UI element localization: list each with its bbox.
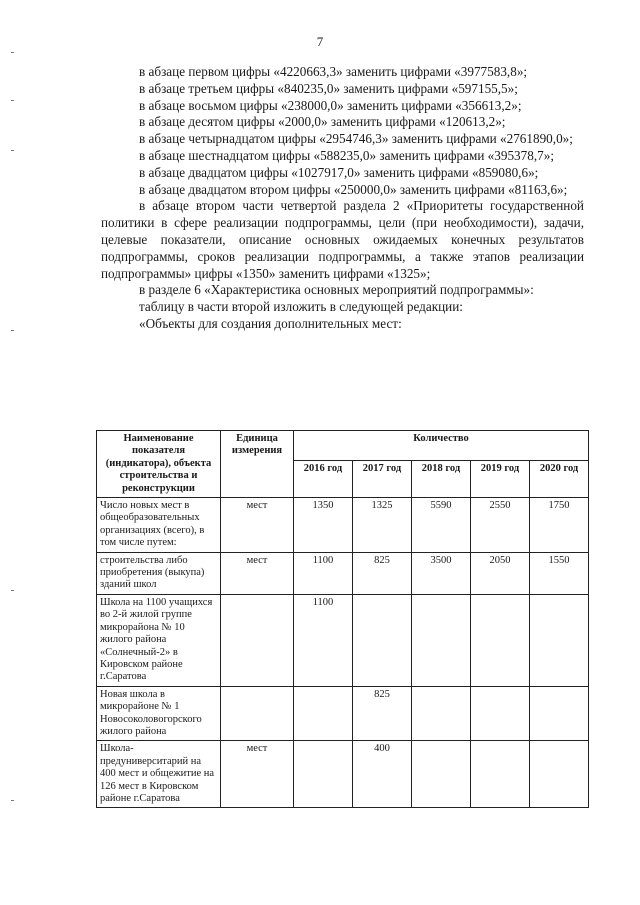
row-name: Новая школа в микрорайоне № 1 Новосоколовогорского жилого района	[97, 686, 221, 741]
table-row	[97, 552, 589, 594]
row-name: строительства либо приобретения (выкупа) зданий школ	[97, 552, 221, 594]
document-body	[101, 64, 584, 333]
row-value: 1325	[353, 498, 412, 553]
row-value: 1550	[530, 552, 589, 594]
row-value: 2050	[471, 552, 530, 594]
margin-mark	[11, 800, 14, 801]
table-row	[97, 498, 589, 553]
margin-mark	[11, 52, 14, 53]
row-value: 5590	[412, 498, 471, 553]
header-year: 2020 год	[530, 461, 589, 498]
margin-mark	[11, 330, 14, 331]
page-number: 7	[316, 34, 324, 49]
paragraph: «Объекты для создания дополнительных мест:	[139, 315, 402, 331]
paragraph: в разделе 6 «Характеристика основных мероприятий подпрограммы»:	[139, 282, 534, 298]
row-value	[412, 594, 471, 686]
header-indicator-name: Наименование показателя (индикатора), объекта строительства и реконструкции	[97, 431, 221, 498]
row-value	[412, 741, 471, 808]
row-unit	[221, 594, 294, 686]
table-row	[97, 686, 589, 741]
row-value: 2550	[471, 498, 530, 553]
objects-table	[96, 430, 589, 808]
row-value: 400	[353, 741, 412, 808]
paragraph: в абзаце четырнадцатом цифры «2954746,3» заменить цифрами «2761890,0»;	[139, 131, 573, 147]
row-unit: мест	[221, 552, 294, 594]
header-year: 2017 год	[353, 461, 412, 498]
header-quantity: Количество	[294, 431, 589, 461]
paragraph: в абзаце восьмом цифры «238000,0» заменить цифрами «356613,2»;	[139, 97, 522, 113]
row-value	[471, 686, 530, 741]
margin-mark	[11, 590, 14, 591]
row-value	[530, 686, 589, 741]
row-value	[294, 686, 353, 741]
row-value	[294, 741, 353, 808]
header-unit: Единица измерения	[221, 431, 294, 498]
margin-mark	[11, 100, 14, 101]
table-row	[97, 741, 589, 808]
paragraph: в абзаце двадцатом цифры «1027917,0» заменить цифрами «859080,6»;	[139, 164, 539, 180]
margin-mark	[11, 150, 14, 151]
row-value: 825	[353, 552, 412, 594]
row-value: 1350	[294, 498, 353, 553]
row-value: 3500	[412, 552, 471, 594]
row-value	[471, 594, 530, 686]
header-year: 2016 год	[294, 461, 353, 498]
paragraph: в абзаце третьем цифры «840235,0» заменить цифрами «597155,5»;	[139, 80, 518, 96]
table-row	[97, 594, 589, 686]
row-value	[530, 594, 589, 686]
paragraph: в абзаце двадцатом втором цифры «250000,0» заменить цифрами «81163,6»;	[139, 181, 568, 197]
header-year: 2019 год	[471, 461, 530, 498]
row-value: 1100	[294, 594, 353, 686]
row-name: Число новых мест в общеобразовательных организациях (всего), в том числе путем:	[97, 498, 221, 553]
paragraph: таблицу в части второй изложить в следующей редакции:	[139, 299, 463, 315]
row-value: 1100	[294, 552, 353, 594]
row-unit: мест	[221, 741, 294, 808]
row-name: Школа на 1100 учащихся во 2-й жилой группе микрорайона № 10 жилого района «Солнечный-2» в Кировском районе г.Саратова	[97, 594, 221, 686]
row-unit	[221, 686, 294, 741]
row-value	[412, 686, 471, 741]
header-year: 2018 год	[412, 461, 471, 498]
row-value	[530, 741, 589, 808]
row-value	[353, 594, 412, 686]
paragraph: в абзаце десятом цифры «2000,0» заменить цифрами «120613,2»;	[139, 114, 506, 130]
row-value: 1750	[530, 498, 589, 553]
row-value	[471, 741, 530, 808]
paragraph: в абзаце втором части четвертой раздела 2 «Приоритеты государственной политики в сфере реализации подпрограммы, цели (при необходимости), задачи, целевые показатели, описание основных ожидаемых конечных результатов подпрограммы, сроков реализации подпрограммы, а также этапов реализации подпрограммы» цифры «1350» заменить цифрами «1325»;	[101, 198, 584, 281]
paragraph: в абзаце первом цифры «4220663,3» заменить цифрами «3977583,8»;	[139, 64, 528, 79]
row-value: 825	[353, 686, 412, 741]
paragraph: в абзаце шестнадцатом цифры «588235,0» заменить цифрами «395378,7»;	[139, 147, 554, 163]
row-unit: мест	[221, 498, 294, 553]
row-name: Школа-предуниверситарий на 400 мест и общежитие на 126 мест в Кировском районе г.Саратова	[97, 741, 221, 808]
